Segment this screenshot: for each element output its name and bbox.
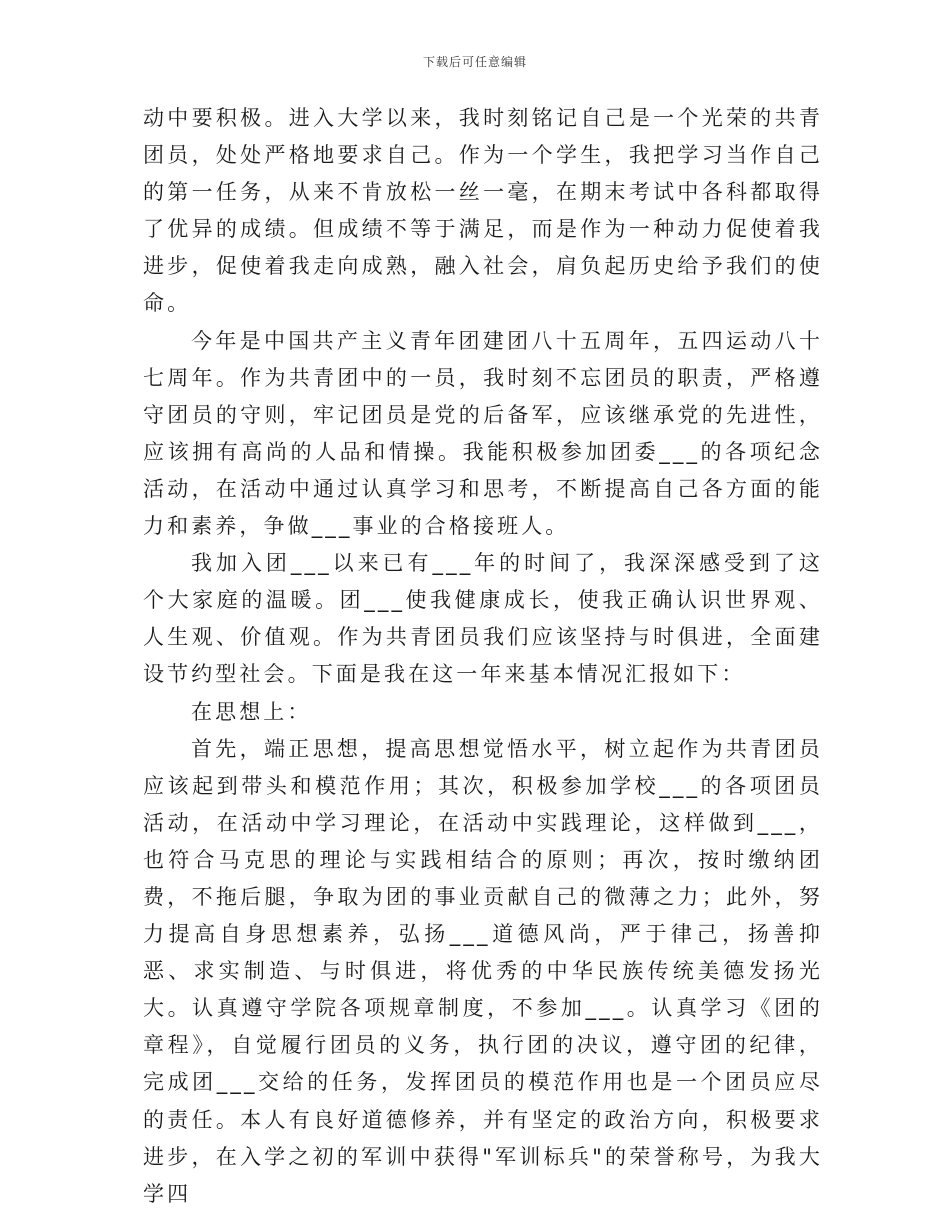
paragraph-1: 动中要积极。进入大学以来，我时刻铭记自己是一个光荣的共青团员，处处严格地要求自己。作为一个学生，我把学习当作自己的第一任务，从来不肯放松一丝一毫，在期末考试中各科都取得了优异的成绩。但成绩不等于满足，而是作为一种动力促使着我进步，促使着我走向成熟，融入社会，肩负起历史给予我们的使命。 xyxy=(143,106,823,316)
paragraph-5: 首先，端正思想，提高思想觉悟水平，树立起作为共青团员应该起到带头和模范作用；其次，积极参加学校___的各项团员活动，在活动中学习理论，在活动中实践理论，这样做到___，也符合马克思的理论与实践相结合的原则；再次，按时缴纳团费，不拖后腿，争取为团的事业贡献自己的微薄之力；此外，努力提高自身思想素养，弘扬___道德风尚，严于律己，扬善抑恶、求实制造、与时俱进，将优秀的中华民族传统美德发扬光大。认真遵守学院各项规章制度，不参加___。认真学习《团的章程》，自觉履行团员的义务，执行团的决议，遵守团的纪律，完成团___交给的任务，发挥团员的模范作用也是一个团员应尽的责任。本人有良好道德修养，并有坚定的政治方向，积极要求进步，在入学之初的军训中获得"军训标兵"的荣誉称号，为我大学四 xyxy=(143,736,823,1206)
paragraph-4-heading: 在思想上： xyxy=(191,699,312,724)
paragraph-2: 今年是中国共产主义青年团建团八十五周年，五四运动八十七周年。作为共青团中的一员，我时刻不忘团员的职责，严格遵守团员的守则，牢记团员是党的后备军，应该继承党的先进性，应该拥有高尚的人品和情操。我能积极参加团委___的各项纪念活动，在活动中通过认真学习和思考，不断提高自己各方面的能力和素养，争做___事业的合格接班人。 xyxy=(143,328,823,539)
document-body xyxy=(143,100,823,1213)
paragraph-3: 我加入团___以来已有___年的时间了，我深深感受到了这个大家庭的温暖。团___使我健康成长，使我正确认识世界观、人生观、价值观。作为共青团员我们应该坚持与时俱进，全面建设节约型社会。下面是我在这一年来基本情况汇报如下： xyxy=(143,551,823,687)
page-header: 下载后可任意编辑 xyxy=(422,55,527,69)
